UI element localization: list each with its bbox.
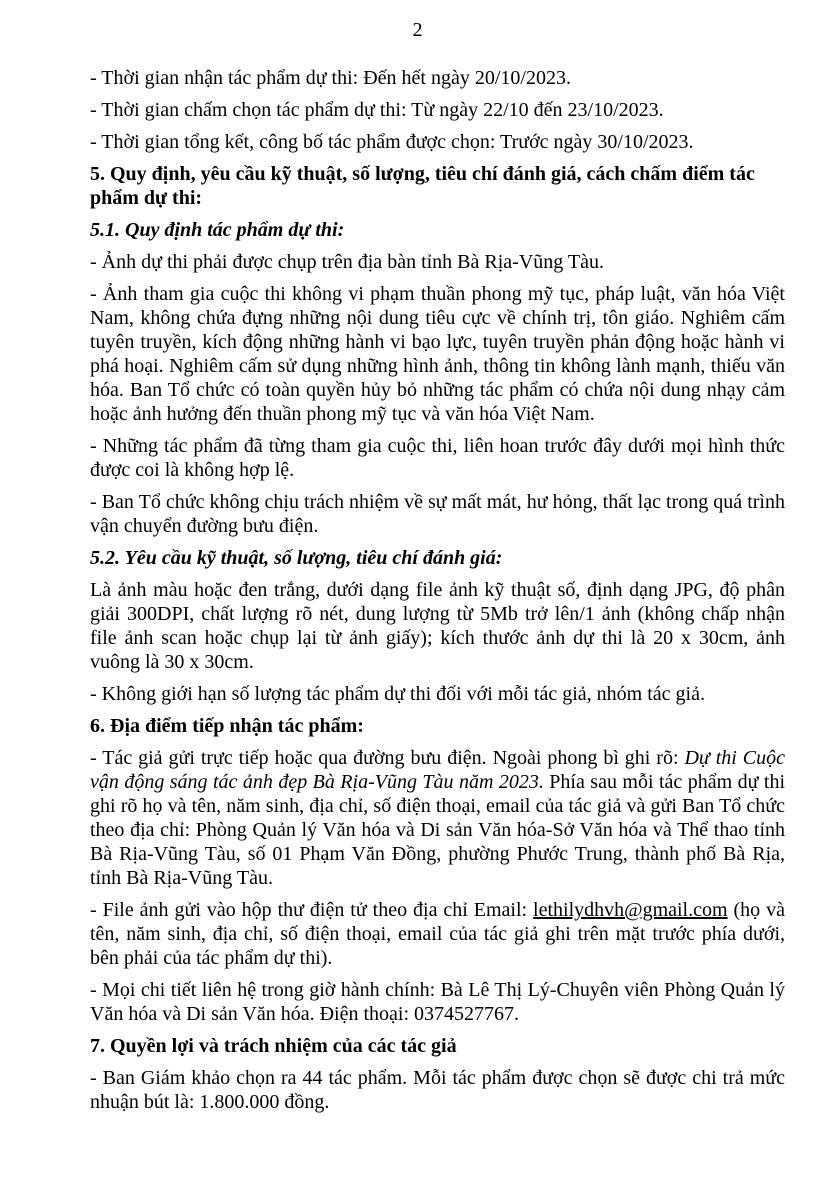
section7-heading: 7. Quyền lợi và trách nhiệm của các tác giả (90, 1035, 457, 1057)
section5-1-paragraph: - Ảnh tham gia cuộc thi không vi phạm thuần phong mỹ tục, pháp luật, văn hóa Việt Nam, không chứa đựng những nội dung tiêu cực về chính trị, tôn giáo. Nghiêm cấm tuyên truyền, kích động những hành vi bạo lực, tuyên truyền phản động hoặc hành vi phá hoại. Nghiêm cấm sử dụng những hình ảnh, thông tin không lành mạnh, thiếu văn hóa. Ban Tổ chức có toàn quyền hủy bỏ những tác phẩm có chứa nội dung nhạy cảm hoặc ảnh hưởng đến thuần phong mỹ tục và văn hóa Việt Nam. (90, 283, 785, 425)
timeline-judging: - Thời gian chấm chọn tác phẩm dự thi: Từ ngày 22/10 đến 23/10/2023. (90, 99, 664, 121)
section5-2-heading: 5.2. Yêu cầu kỹ thuật, số lượng, tiêu chí đánh giá: (90, 547, 503, 569)
section7-paragraph: - Ban Giám khảo chọn ra 44 tác phẩm. Mỗi tác phẩm được chọn sẽ được chi trả mức nhuận bút là: 1.800.000 đồng. (90, 1067, 785, 1113)
section5-2-paragraph: - Không giới hạn số lượng tác phẩm dự thi đối với mỗi tác giả, nhóm tác giả. (90, 683, 705, 705)
timeline-receive: - Thời gian nhận tác phẩm dự thi: Đến hết ngày 20/10/2023. (90, 67, 571, 89)
section6-paragraph-contact: - Mọi chi tiết liên hệ trong giờ hành chính: Bà Lê Thị Lý-Chuyên viên Phòng Quản lý Văn hóa và Di sản Văn hóa. Điện thoại: 0374527767. (90, 979, 785, 1025)
contact-email-link[interactable]: lethilydhvh@gmail.com (533, 899, 728, 921)
section5-1-paragraph: - Ban Tổ chức không chịu trách nhiệm về sự mất mát, hư hỏng, thất lạc trong quá trình vận chuyển đường bưu điện. (90, 491, 785, 537)
section6-paragraph-email: - File ảnh gửi vào hộp thư điện tử theo địa chỉ Email: lethilydhvh@gmail.com (họ và tên, năm sinh, địa chỉ, số điện thoại, email của tác giả ghi trên mặt trước phía dưới, bên phải của tác phẩm dự thi). (90, 899, 785, 969)
section5-2-paragraph: Là ảnh màu hoặc đen trắng, dưới dạng file ảnh kỹ thuật số, định dạng JPG, độ phân giải 300DPI, chất lượng rõ nét, dung lượng từ 5Mb trở lên/1 ảnh (không chấp nhận file ảnh scan hoặc chụp lại từ ảnh giấy); kích thước ảnh dự thi là 20 x 30cm, ảnh vuông là 30 x 30cm. (90, 579, 785, 673)
section6-heading: 6. Địa điểm tiếp nhận tác phẩm: (90, 715, 364, 737)
section5-heading: 5. Quy định, yêu cầu kỹ thuật, số lượng, tiêu chí đánh giá, cách chấm điểm tác phẩm dự thi: (90, 163, 755, 209)
section5-1-heading: 5.1. Quy định tác phẩm dự thi: (90, 219, 345, 241)
document-body (90, 66, 785, 1122)
section5-1-paragraph: - Ảnh dự thi phải được chụp trên địa bàn tỉnh Bà Rịa-Vũng Tàu. (90, 251, 605, 273)
page-number: 2 (412, 19, 423, 41)
section5-1-paragraph: - Những tác phẩm đã từng tham gia cuộc thi, liên hoan trước đây dưới mọi hình thức được coi là không hợp lệ. (90, 435, 785, 481)
timeline-announce: - Thời gian tổng kết, công bố tác phẩm được chọn: Trước ngày 30/10/2023. (90, 131, 694, 153)
envelope-label-text: Dự thi Cuộc vận động sáng tác ảnh đẹp Bà Rịa-Vũng Tàu năm 2023. (90, 747, 785, 793)
section6-paragraph-submission: - Tác giả gửi trực tiếp hoặc qua đường bưu điện. Ngoài phong bì ghi rõ: Dự thi Cuộc vận động sáng tác ảnh đẹp Bà Rịa-Vũng Tàu năm 2023. Phía sau mỗi tác phẩm dự thi ghi rõ họ và tên, năm sinh, địa chỉ, số điện thoại, email của tác giả và gửi Ban Tổ chức theo địa chỉ: Phòng Quản lý Văn hóa và Di sản Văn hóa-Sở Văn hóa và Thể thao tỉnh Bà Rịa-Vũng Tàu, số 01 Phạm Văn Đồng, phường Phước Trung, thành phố Bà Rịa, tỉnh Bà Rịa-Vũng Tàu. (90, 747, 786, 889)
